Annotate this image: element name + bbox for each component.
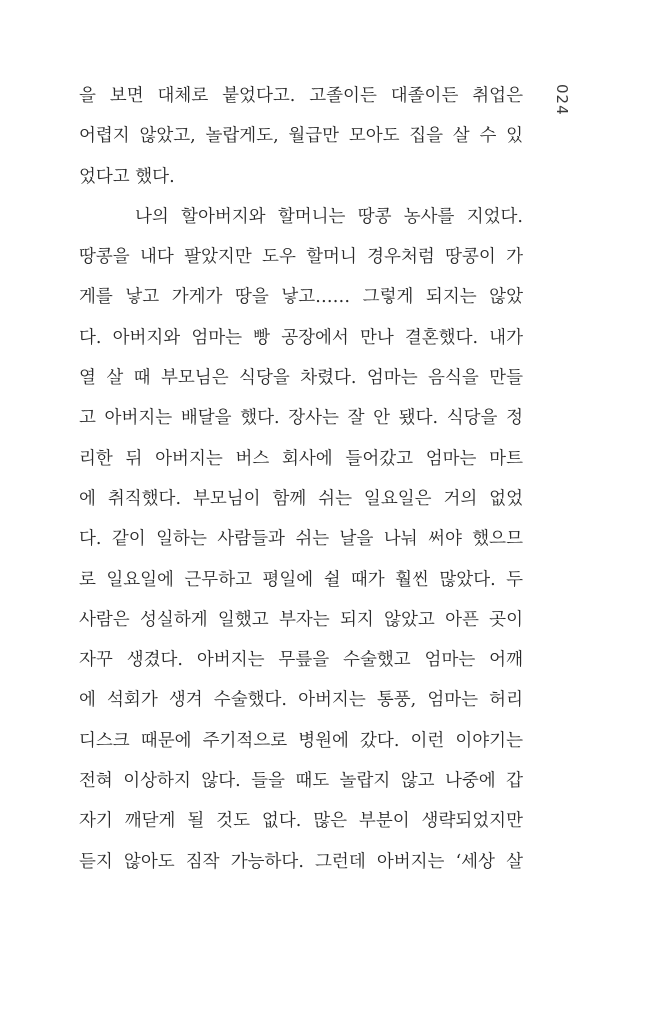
text-line: 자기 깨닫게 될 것도 없다. 많은 부분이 생략되었지만 xyxy=(79,811,523,832)
text-line: 에 취직했다. 부모님이 함께 쉬는 일요일은 거의 없었 xyxy=(79,488,523,509)
text-line: 었다고 했다. xyxy=(79,166,175,187)
text-line: 사람은 성실하게 일했고 부자는 되지 않았고 아픈 곳이 xyxy=(79,609,523,630)
text-line: 땅콩을 내다 팔았지만 도우 할머니 경우처럼 땅콩이 가 xyxy=(79,247,523,268)
text-line: 게를 낳고 가게가 땅을 낳고…… 그렇게 되지는 않았 xyxy=(79,287,523,308)
text-line: 을 보면 대체로 붙었다고. 고졸이든 대졸이든 취업은 xyxy=(79,86,523,106)
text-line-indented: 나의 할아버지와 할머니는 땅콩 농사를 지었다. xyxy=(135,206,523,227)
text-line: 로 일요일에 근무하고 평일에 쉴 때가 훨씬 많았다. 두 xyxy=(79,569,523,590)
text-line: 에 석회가 생겨 수술했다. 아버지는 통풍, 엄마는 허리 xyxy=(79,690,523,711)
text-line: 리한 뒤 아버지는 버스 회사에 들어갔고 엄마는 마트 xyxy=(79,448,523,469)
text-line: 다. 아버지와 엄마는 빵 공장에서 만나 결혼했다. 내가 xyxy=(79,327,523,348)
text-line: 전혀 이상하지 않다. 들을 때도 놀랍지 않고 나중에 갑 xyxy=(79,771,523,792)
text-line: 듣지 않아도 짐작 가능하다. 그런데 아버지는 ‘세상 살 xyxy=(79,851,523,872)
text-line: 고 아버지는 배달을 했다. 장사는 잘 안 됐다. 식당을 정 xyxy=(79,408,523,429)
text-line: 열 살 때 부모님은 식당을 차렸다. 엄마는 음식을 만들 xyxy=(79,368,523,389)
page-number: 024 xyxy=(553,84,571,116)
body-text xyxy=(79,76,523,882)
text-line: 자꾸 생겼다. 아버지는 무릎을 수술했고 엄마는 어깨 xyxy=(79,650,523,671)
text-line: 어렵지 않았고, 놀랍게도, 월급만 모아도 집을 살 수 있 xyxy=(79,126,523,147)
text-line: 다. 같이 일하는 사람들과 쉬는 날을 나눠 써야 했으므 xyxy=(79,529,523,550)
text-line: 디스크 때문에 주기적으로 병원에 갔다. 이런 이야기는 xyxy=(79,730,523,751)
